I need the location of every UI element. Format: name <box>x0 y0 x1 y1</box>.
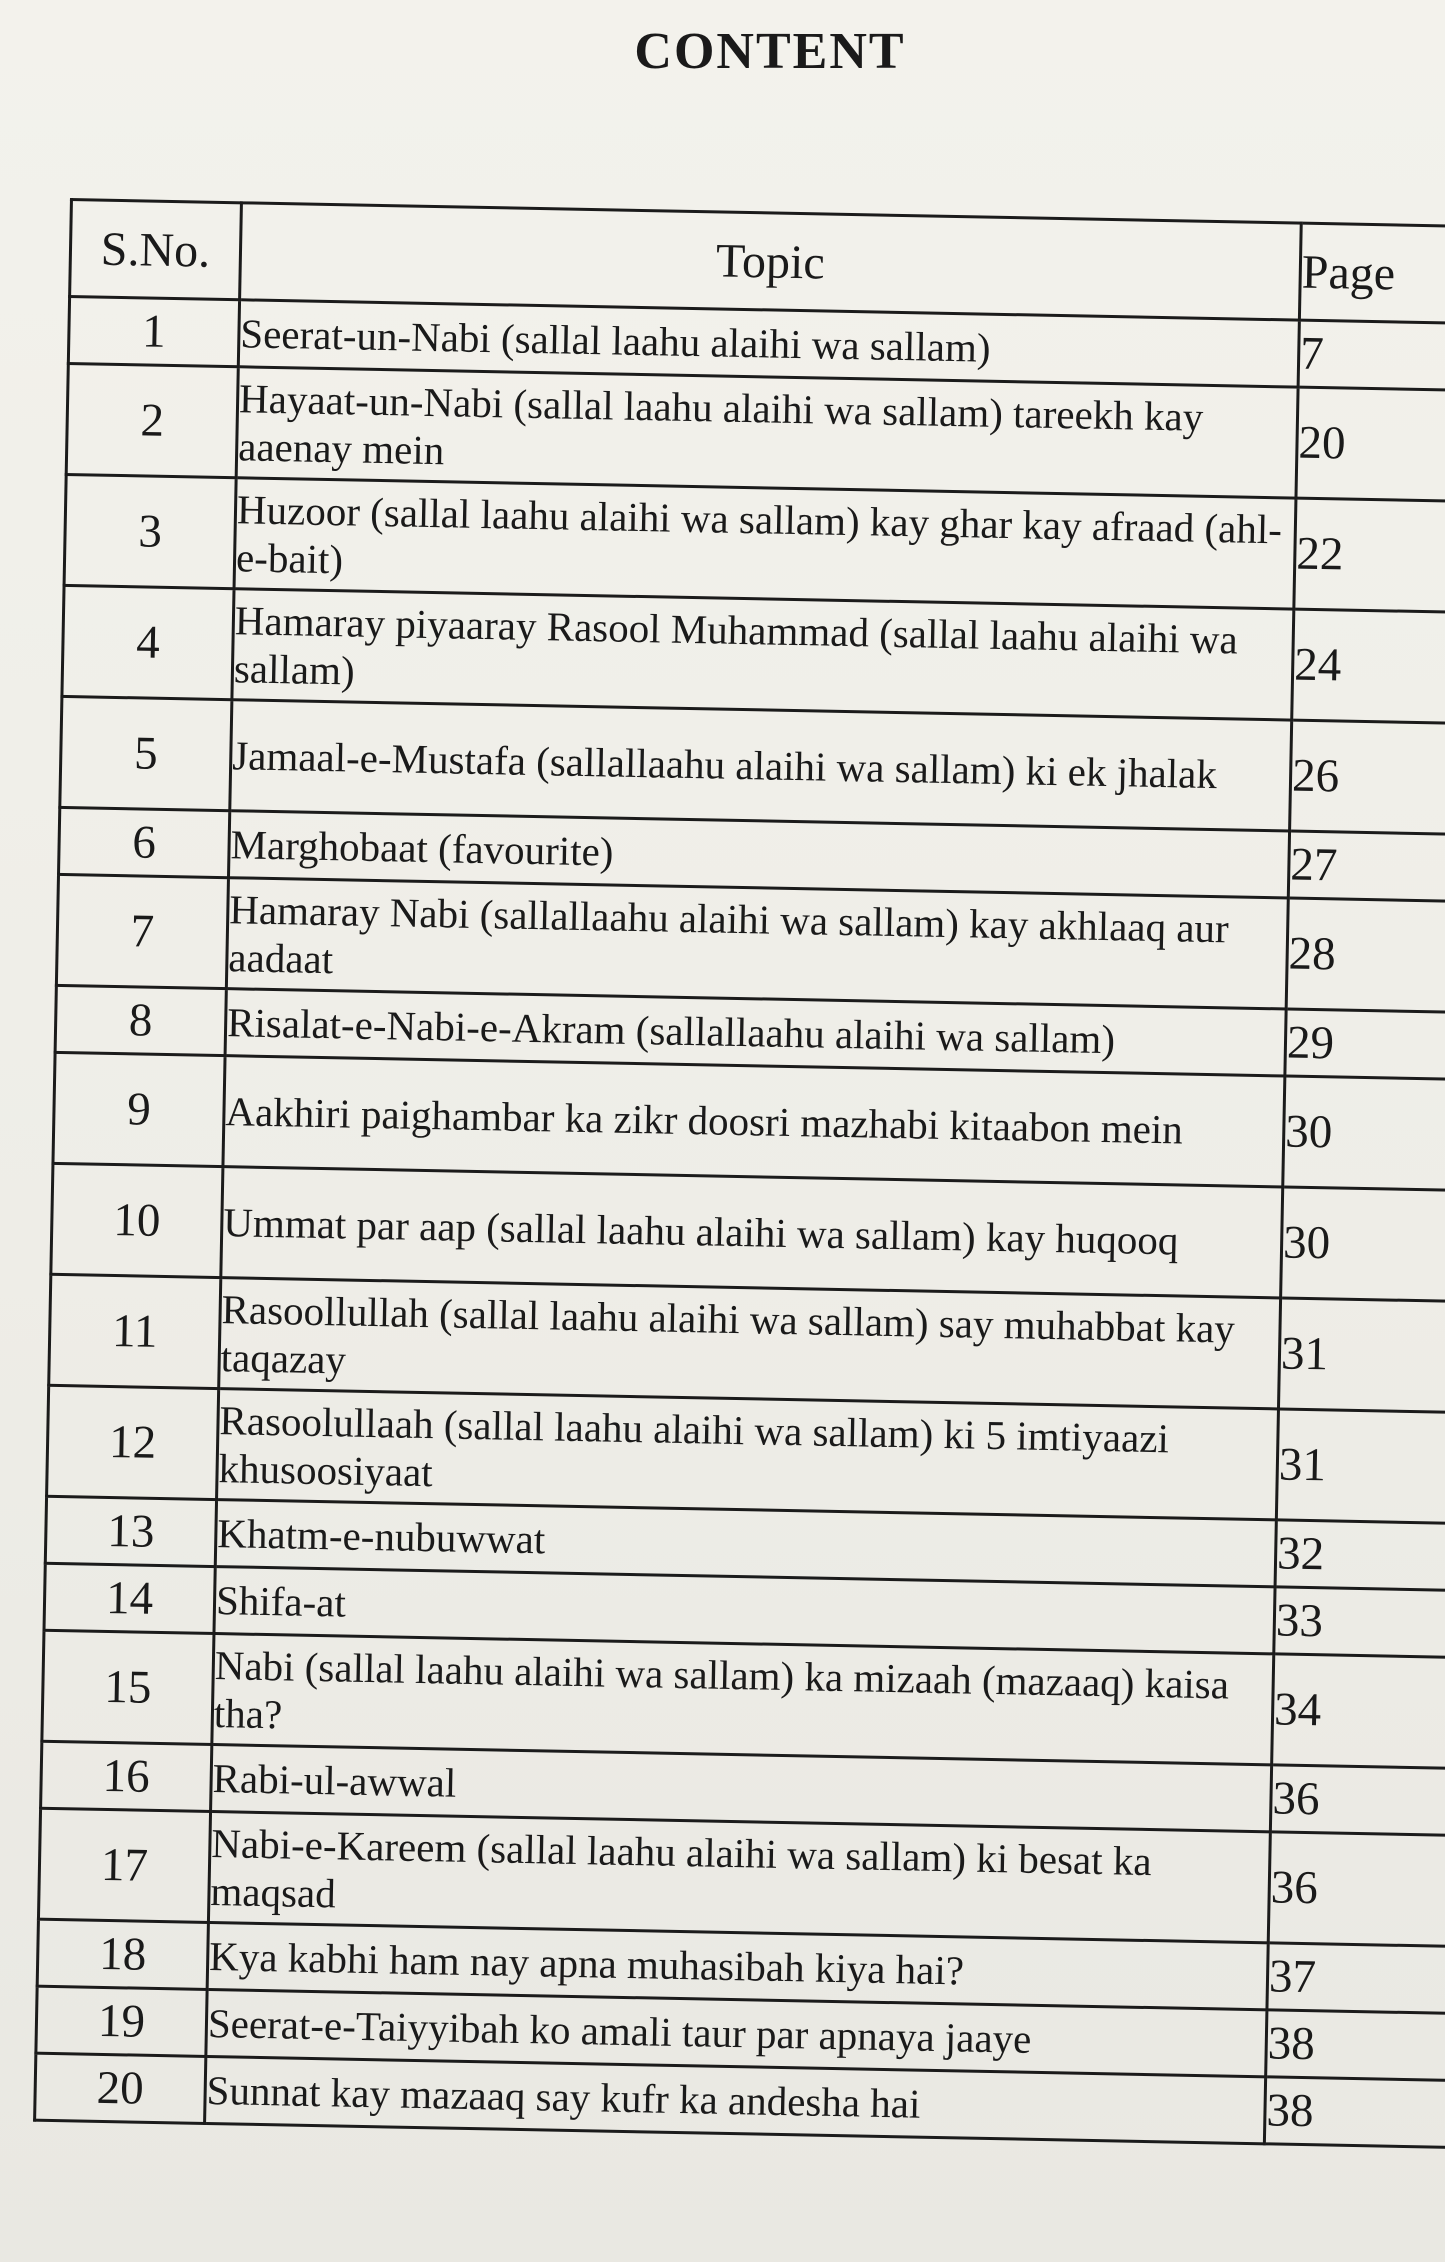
row-topic: Seerat-e-Taiyyibah ko amali taur par apnaya jaaye <box>206 1989 1267 2076</box>
row-sno: 9 <box>53 1052 225 1166</box>
row-page: 37 <box>1267 1943 1445 2014</box>
row-sno: 7 <box>56 874 228 988</box>
row-sno: 20 <box>35 2053 206 2123</box>
row-page: 33 <box>1274 1587 1445 1658</box>
row-topic: Nabi (sallal laahu alaihi wa sallam) ka mizaah (mazaaq) kaisa tha? <box>212 1634 1274 1765</box>
row-sno: 16 <box>41 1741 212 1811</box>
row-topic: Seerat-un-Nabi (sallal laahu alaihi wa sallam) <box>238 300 1299 387</box>
row-page: 30 <box>1283 1076 1445 1191</box>
row-topic: Aakhiri paighambar ka zikr doosri mazhabi kitaabon mein <box>223 1056 1285 1187</box>
row-topic: Rasoolullaah (sallal laahu alaihi wa sallam) ki 5 imtiyaazi khusoosiyaat <box>217 1389 1279 1520</box>
row-topic: Marghobaat (favourite) <box>228 811 1289 898</box>
row-sno: 19 <box>36 1986 207 2056</box>
row-topic: Nabi-e-Kareem (sallal laahu alaihi wa sallam) ki besat ka maqsad <box>208 1811 1270 1942</box>
row-page: 28 <box>1286 898 1445 1013</box>
row-sno: 6 <box>59 807 230 877</box>
row-page: 26 <box>1290 720 1445 835</box>
row-topic: Rasoollullah (sallal laahu alaihi wa sallam) say muhabbat kay taqazay <box>219 1278 1281 1409</box>
row-sno: 4 <box>62 585 234 699</box>
contents-table-wrapper <box>33 198 1445 2149</box>
row-topic: Shifa-at <box>214 1567 1275 1654</box>
row-sno: 1 <box>68 297 239 367</box>
row-topic: Kya kabhi ham nay apna muhasibah kiya hai? <box>207 1922 1268 2009</box>
row-topic: Hayaat-un-Nabi (sallal laahu alaihi wa sallam) tareekh kay aaenay mein <box>236 367 1298 498</box>
row-topic: Hamaray Nabi (sallallaahu alaihi wa sallam) kay akhlaaq aur aadaat <box>226 878 1288 1009</box>
row-topic: Ummat par aap (sallal laahu alaihi wa sallam) kay huqooq <box>221 1167 1283 1298</box>
header-sno: S.No. <box>70 200 242 300</box>
row-sno: 13 <box>45 1496 216 1566</box>
row-page: 29 <box>1285 1009 1445 1080</box>
row-sno: 18 <box>37 1919 208 1989</box>
row-page: 20 <box>1296 387 1445 502</box>
row-topic: Sunnat kay mazaaq say kufr ka andesha hai <box>205 2056 1266 2143</box>
row-page: 34 <box>1272 1654 1445 1769</box>
row-sno: 5 <box>60 696 232 810</box>
row-page: 36 <box>1268 1832 1445 1947</box>
row-sno: 8 <box>55 985 226 1055</box>
row-page: 27 <box>1288 831 1445 902</box>
row-page: 24 <box>1292 609 1445 724</box>
row-page: 36 <box>1270 1765 1445 1836</box>
row-topic: Jamaal-e-Mustafa (sallallaahu alaihi wa sallam) ki ek jhalak <box>230 700 1292 831</box>
row-topic: Huzoor (sallal laahu alaihi wa sallam) kay ghar kay afraad (ahl-e-bait) <box>234 478 1296 609</box>
row-sno: 3 <box>64 474 236 588</box>
row-sno: 11 <box>49 1274 221 1388</box>
row-page: 38 <box>1264 2077 1445 2148</box>
page-title: CONTENT <box>634 23 906 80</box>
row-topic: Hamaray piyaaray Rasool Muhammad (sallal laahu alaihi wa sallam) <box>232 589 1294 720</box>
row-sno: 12 <box>47 1385 219 1499</box>
row-page: 32 <box>1275 1520 1445 1591</box>
row-page: 22 <box>1294 498 1445 613</box>
header-topic: Topic <box>240 203 1302 320</box>
row-sno: 15 <box>42 1630 214 1744</box>
row-topic: Khatm-e-nubuwwat <box>215 1500 1276 1587</box>
header-page: Page <box>1299 223 1445 324</box>
row-sno: 14 <box>44 1563 215 1633</box>
row-sno: 2 <box>66 363 238 477</box>
row-topic: Risalat-e-Nabi-e-Akram (sallallaahu alaihi wa sallam) <box>225 989 1286 1076</box>
row-page: 30 <box>1281 1187 1445 1302</box>
row-page: 31 <box>1278 1298 1445 1413</box>
row-page: 31 <box>1276 1409 1445 1524</box>
row-page: 7 <box>1298 320 1445 391</box>
row-sno: 17 <box>38 1808 210 1922</box>
row-topic: Rabi-ul-awwal <box>211 1745 1272 1832</box>
contents-table <box>33 198 1445 2149</box>
row-sno: 10 <box>51 1163 223 1277</box>
row-page: 38 <box>1266 2010 1445 2081</box>
